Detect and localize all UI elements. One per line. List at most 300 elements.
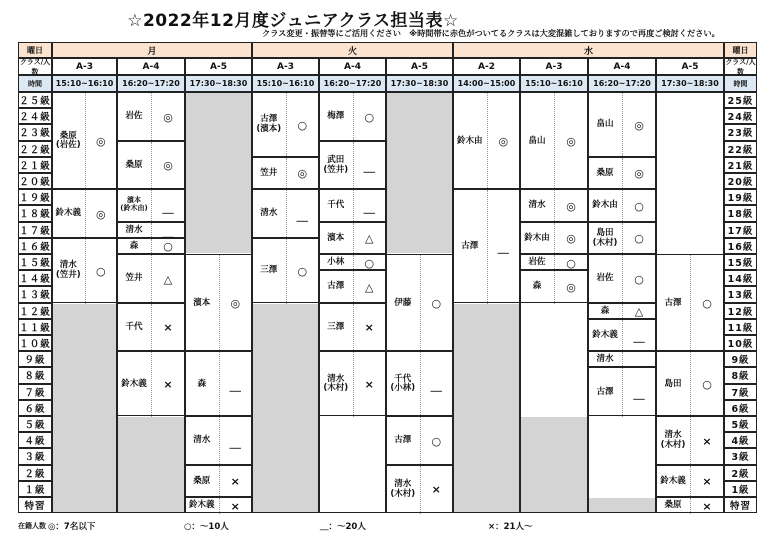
slot-divider — [286, 190, 287, 239]
class-slot[interactable] — [319, 189, 386, 221]
class-slot[interactable] — [386, 416, 453, 465]
class-slot[interactable] — [52, 238, 117, 303]
capacity-mark: ＿ — [633, 331, 645, 345]
slot-divider — [622, 304, 623, 320]
time-slot: 15:10~16:10 — [520, 75, 588, 92]
class-slot[interactable] — [319, 351, 386, 416]
day-header: 月 — [52, 42, 252, 58]
grade-label: １６級 — [18, 238, 52, 254]
class-slot[interactable] — [588, 92, 656, 157]
class-slot[interactable] — [386, 351, 453, 416]
instructor-name: 伊藤 — [394, 297, 412, 308]
instructor-name: 三澤 — [260, 265, 278, 276]
slot-divider — [622, 190, 623, 222]
instructor-name: 岩佐 — [596, 273, 614, 284]
unavailable-block — [118, 417, 184, 512]
slot-divider — [554, 190, 555, 222]
instructor-name: 濱本 — [327, 232, 345, 243]
class-slot[interactable] — [185, 465, 252, 497]
capacity-mark: ○ — [95, 264, 106, 278]
slot-divider — [554, 255, 555, 271]
grade-label-right: 24級 — [724, 108, 757, 124]
instructor-name: 鈴木由 — [592, 200, 618, 211]
grade-label: １９級 — [18, 189, 52, 205]
unavailable-block — [253, 304, 318, 513]
class-slot[interactable] — [656, 254, 724, 351]
grade-label: ２３級 — [18, 124, 52, 140]
time-slot: 16:20~17:20 — [588, 75, 656, 92]
instructor-name: 清水 — [260, 208, 278, 219]
capacity-mark: ◎ — [634, 118, 644, 132]
capacity-mark: ＿ — [430, 380, 442, 394]
capacity-mark: ＿ — [229, 380, 241, 394]
instructor-name: 古澤 — [327, 281, 345, 292]
time-slot: 16:20~17:20 — [319, 75, 386, 92]
grade-label-right: 11級 — [724, 319, 757, 335]
instructor-name: 濱本 (鈴木由) — [120, 196, 148, 213]
grade-label: ８級 — [18, 367, 52, 383]
class-header: A-4 — [117, 58, 185, 75]
notice-text: クラス変更・振替等にご活用ください ※時間帯に赤色がついてるクラスは大変混雑しておりますので再度ご検討ください。 — [262, 28, 720, 38]
time-slot: 17:30~18:30 — [386, 75, 453, 92]
unavailable-block — [521, 417, 587, 512]
class-header: A-3 — [52, 58, 117, 75]
instructor-name: 森 — [197, 378, 206, 389]
slot-divider — [690, 466, 691, 498]
capacity-mark: △ — [365, 232, 374, 246]
instructor-name: 清水 — [596, 354, 614, 365]
instructor-name: 島田 — [664, 378, 682, 389]
class-slot[interactable] — [319, 254, 386, 270]
grade-label-right: 14級 — [724, 270, 757, 286]
time-slot: 17:30~18:30 — [656, 75, 724, 92]
grade-label: ２級 — [18, 465, 52, 481]
grade-label: １４級 — [18, 270, 52, 286]
capacity-mark: × — [702, 499, 712, 513]
grade-label-right: 10級 — [724, 335, 757, 351]
instructor-name: 笠井 — [125, 273, 143, 284]
slot-divider — [219, 498, 220, 514]
class-slot[interactable] — [319, 222, 386, 254]
class-header: A-4 — [319, 58, 386, 75]
class-slot[interactable] — [319, 92, 386, 141]
capacity-mark: △ — [634, 305, 644, 319]
capacity-mark: ○ — [364, 256, 375, 270]
instructor-name: 千代 — [125, 321, 143, 332]
slot-divider — [420, 352, 421, 417]
class-slot[interactable] — [319, 141, 386, 190]
class-slot[interactable] — [656, 497, 724, 513]
class-slot[interactable] — [656, 465, 724, 497]
slot-divider — [353, 190, 354, 222]
grade-label: ７級 — [18, 384, 52, 400]
grade-label: ６級 — [18, 400, 52, 416]
grade-label-right: 22級 — [724, 141, 757, 157]
time-header: 時間 — [18, 75, 52, 92]
slot-divider — [690, 255, 691, 352]
capacity-mark: ○ — [702, 378, 712, 392]
class-slot[interactable] — [588, 303, 656, 319]
legend-item-excellent: ◎：7名以下 — [48, 522, 96, 532]
class-slot[interactable] — [252, 189, 319, 238]
capacity-mark: ＿ — [497, 242, 509, 256]
capacity-mark: × — [230, 499, 240, 513]
grade-label: １１級 — [18, 319, 52, 335]
grade-label-right: 25級 — [724, 92, 757, 108]
slot-divider — [219, 466, 220, 498]
instructor-name: 岩佐 — [528, 257, 546, 268]
slot-divider — [353, 304, 354, 353]
grade-label-right: 2級 — [724, 465, 757, 481]
grade-label-right: 16級 — [724, 238, 757, 254]
legend-item-good: ○：～10人 — [184, 522, 229, 532]
slot-divider — [353, 352, 354, 417]
slot-divider — [353, 93, 354, 142]
instructor-name: 清水 (笠井) — [55, 260, 81, 280]
instructor-name: 鈴木義 — [188, 500, 215, 511]
grade-label: １５級 — [18, 254, 52, 270]
slot-divider — [554, 271, 555, 303]
class-slot[interactable] — [117, 222, 185, 238]
time-slot: 17:30~18:30 — [185, 75, 252, 92]
instructor-name: 濱本 — [193, 297, 211, 308]
capacity-mark: ＿ — [633, 388, 645, 402]
grade-label-right: 23級 — [724, 124, 757, 140]
class-header: A-5 — [386, 58, 453, 75]
slot-divider — [85, 190, 86, 239]
grade-label-right: 特習 — [724, 497, 757, 513]
grade-label: ２１級 — [18, 157, 52, 173]
instructor-name: 桑原 — [193, 475, 211, 486]
class-slot[interactable] — [185, 416, 252, 465]
capacity-mark: ○ — [634, 232, 644, 246]
capacity-mark: ○ — [702, 297, 712, 311]
grade-label-right: 20級 — [724, 173, 757, 189]
slot-divider — [622, 352, 623, 368]
class-header: A-3 — [520, 58, 588, 75]
capacity-mark: × — [702, 434, 712, 448]
capacity-mark: ○ — [566, 256, 576, 270]
class-slot[interactable] — [52, 92, 117, 189]
grade-label-right: 5級 — [724, 416, 757, 432]
class-slot[interactable] — [252, 238, 319, 303]
slot-divider — [286, 158, 287, 190]
unavailable-block — [454, 304, 519, 513]
slot-divider — [151, 93, 152, 142]
time-slot: 14:00~15:00 — [453, 75, 520, 92]
slot-divider — [219, 352, 220, 417]
grade-label: １７級 — [18, 222, 52, 238]
time-header-right: 時間 — [724, 75, 757, 92]
capacity-mark: ◎ — [230, 297, 241, 311]
capacity-mark: ＿ — [162, 226, 174, 240]
slot-divider — [622, 320, 623, 352]
grade-label: 特習 — [18, 497, 52, 513]
slot-divider — [690, 417, 691, 466]
grade-label: １３級 — [18, 286, 52, 302]
grade-label-right: 19級 — [724, 189, 757, 205]
class-slot[interactable] — [117, 92, 185, 141]
page-title: ☆2022年12月度ジュニアクラス担当表☆ — [127, 11, 459, 31]
instructor-name: 森 — [129, 240, 139, 251]
instructor-name: 鈴木義 — [592, 329, 618, 340]
capacity-mark: ◎ — [566, 135, 576, 149]
instructor-name: 鈴木義 — [55, 208, 81, 219]
instructor-name: 森 — [532, 281, 542, 292]
class-ninzu-header-right: クラス/人数 — [725, 57, 756, 76]
class-slot[interactable] — [588, 367, 656, 416]
grade-label-right: 3級 — [724, 448, 757, 464]
instructor-name: 森 — [600, 305, 610, 316]
grade-label-right: 6級 — [724, 400, 757, 416]
slot-divider — [353, 271, 354, 303]
grade-label: ５級 — [18, 416, 52, 432]
slot-divider — [286, 93, 287, 158]
instructor-name: 清水 (木村) — [390, 478, 416, 499]
slot-divider — [622, 223, 623, 255]
class-header: A-2 — [453, 58, 520, 75]
time-slot: 16:20~17:20 — [117, 75, 185, 92]
class-slot[interactable] — [386, 254, 453, 351]
slot-divider — [622, 368, 623, 417]
class-slot[interactable] — [52, 189, 117, 238]
class-slot[interactable] — [453, 92, 520, 189]
capacity-mark: ○ — [297, 264, 308, 278]
instructor-name: 桑原 — [664, 500, 682, 511]
class-slot[interactable] — [520, 222, 588, 254]
class-slot[interactable] — [520, 254, 588, 270]
class-slot[interactable] — [588, 351, 656, 367]
grade-label-right: 9級 — [724, 351, 757, 367]
class-slot[interactable] — [656, 416, 724, 465]
capacity-mark: ＿ — [162, 201, 174, 215]
class-ninzu-header: クラス/人数 — [19, 57, 51, 76]
instructor-name: 笠井 — [260, 167, 278, 178]
instructor-name: 畠山 — [596, 119, 614, 130]
class-slot[interactable] — [520, 270, 588, 302]
instructor-name: 鈴木由 — [456, 135, 483, 146]
grade-label-right: 13級 — [724, 286, 757, 302]
instructor-name: 千代 (小林) — [390, 373, 416, 394]
grade-label: ２０級 — [18, 173, 52, 189]
grade-label: １級 — [18, 481, 52, 497]
grade-label: ２２級 — [18, 141, 52, 157]
instructor-name: 武田 (笠井) — [323, 154, 349, 175]
capacity-mark: ○ — [364, 110, 375, 124]
class-slot[interactable] — [117, 189, 185, 221]
slot-divider — [151, 255, 152, 304]
capacity-mark: ○ — [297, 118, 308, 132]
slot-divider — [622, 158, 623, 190]
grade-label-right: 18級 — [724, 205, 757, 221]
instructor-name: 古澤 — [596, 386, 614, 397]
grade-label-right: 15級 — [724, 254, 757, 270]
capacity-mark: ◎ — [566, 280, 576, 294]
capacity-mark: ＿ — [363, 161, 375, 175]
grade-label: １８級 — [18, 205, 52, 221]
class-slot[interactable] — [185, 351, 252, 416]
grade-label-right: 7級 — [724, 384, 757, 400]
capacity-mark: × — [230, 475, 240, 489]
grade-label: ９級 — [18, 351, 52, 367]
grade-label-right: 8級 — [724, 367, 757, 383]
capacity-mark: × — [431, 483, 441, 497]
capacity-mark: ◎ — [95, 135, 106, 149]
class-slot[interactable] — [588, 189, 656, 221]
class-slot[interactable] — [588, 157, 656, 189]
capacity-mark: × — [163, 378, 173, 392]
capacity-mark: × — [163, 321, 173, 335]
instructor-name: 古澤 — [394, 435, 412, 446]
capacity-mark: × — [702, 475, 712, 489]
legend-label: 在籍人数 — [18, 522, 46, 530]
grade-label: ２５級 — [18, 92, 52, 108]
instructor-name: 鈴木義 — [660, 475, 686, 486]
class-slot[interactable] — [185, 254, 252, 351]
instructor-name: 梅澤 — [327, 111, 345, 122]
class-slot[interactable] — [117, 303, 185, 352]
slot-divider — [420, 466, 421, 515]
capacity-mark: ◎ — [95, 207, 106, 221]
class-header: A-3 — [252, 58, 319, 75]
capacity-mark: ○ — [431, 434, 442, 448]
slot-divider — [151, 304, 152, 353]
slot-divider — [85, 239, 86, 304]
class-slot[interactable] — [252, 157, 319, 189]
capacity-mark: ◎ — [163, 110, 173, 124]
unavailable-block — [53, 304, 116, 513]
capacity-mark: × — [364, 378, 374, 392]
unavailable-block — [589, 498, 655, 512]
day-header: 水 — [453, 42, 724, 58]
unavailable-block — [186, 93, 251, 253]
instructor-name: 古澤 (濱本) — [256, 114, 282, 135]
instructor-name: 岩佐 — [125, 111, 143, 122]
slot-divider — [420, 417, 421, 466]
youbi-header-right: 曜日 — [724, 42, 757, 58]
slot-divider — [151, 190, 152, 222]
class-slot[interactable] — [117, 254, 185, 303]
grade-label: ２４級 — [18, 108, 52, 124]
unavailable-block — [387, 93, 452, 253]
slot-divider — [690, 352, 691, 417]
capacity-mark: ◎ — [566, 199, 576, 213]
class-slot[interactable] — [185, 497, 252, 513]
instructor-name: 三澤 — [327, 321, 345, 332]
instructor-name: 古澤 — [461, 240, 479, 251]
capacity-mark: ＿ — [363, 201, 375, 215]
capacity-mark: ○ — [431, 297, 442, 311]
slot-divider — [85, 93, 86, 190]
class-slot[interactable] — [588, 319, 656, 351]
grade-label-right: 12級 — [724, 303, 757, 319]
grade-label: １０級 — [18, 335, 52, 351]
class-slot[interactable] — [453, 189, 520, 302]
slot-divider — [353, 223, 354, 255]
class-slot[interactable] — [252, 92, 319, 157]
slot-divider — [353, 255, 354, 271]
class-slot[interactable] — [588, 254, 656, 303]
class-header: A-5 — [185, 58, 252, 75]
instructor-name: 古澤 — [664, 297, 682, 308]
capacity-mark: × — [364, 321, 374, 335]
capacity-mark: ◎ — [566, 232, 576, 246]
slot-divider — [219, 255, 220, 352]
instructor-name: 清水 — [528, 200, 546, 211]
instructor-name: 清水 (木村) — [323, 373, 349, 394]
slot-divider — [554, 93, 555, 190]
slot-divider — [487, 190, 488, 303]
instructor-name: 島田 (木村) — [592, 227, 618, 248]
youbi-header: 曜日 — [18, 42, 52, 58]
capacity-mark: ＿ — [229, 436, 241, 450]
slot-divider — [286, 239, 287, 304]
class-slot[interactable] — [117, 141, 185, 190]
instructor-name: 清水 (木村) — [660, 430, 686, 451]
instructor-name: 千代 — [327, 200, 345, 211]
slot-divider — [554, 223, 555, 255]
class-header: A-5 — [656, 58, 724, 75]
capacity-mark: ○ — [163, 240, 173, 254]
class-slot[interactable] — [520, 189, 588, 221]
class-slot[interactable] — [656, 351, 724, 416]
capacity-mark: △ — [365, 280, 374, 294]
grade-label-right: 4級 — [724, 432, 757, 448]
slot-divider — [151, 142, 152, 191]
capacity-mark: ◎ — [163, 159, 173, 173]
instructor-name: 畠山 — [528, 135, 546, 146]
capacity-mark: ◎ — [498, 135, 509, 149]
class-slot[interactable] — [386, 465, 453, 514]
class-slot[interactable] — [117, 238, 185, 254]
capacity-mark: ◎ — [634, 167, 644, 181]
instructor-name: 桑原 — [596, 167, 614, 178]
class-slot[interactable] — [319, 270, 386, 302]
slot-divider — [622, 93, 623, 158]
class-slot[interactable] — [588, 222, 656, 254]
class-header: A-4 — [588, 58, 656, 75]
instructor-name: 桑原 (岩佐) — [55, 130, 81, 151]
legend-item-full: ×：21人～ — [488, 522, 533, 532]
grade-label: ４級 — [18, 432, 52, 448]
capacity-mark: ＿ — [296, 209, 308, 223]
slot-divider — [690, 498, 691, 514]
slot-divider — [151, 239, 152, 255]
instructor-name: 小林 — [327, 257, 345, 268]
capacity-mark: △ — [163, 272, 173, 286]
slot-divider — [487, 93, 488, 190]
slot-divider — [151, 223, 152, 239]
grade-label: ３級 — [18, 448, 52, 464]
slot-divider — [151, 352, 152, 417]
time-slot: 15:10~16:10 — [252, 75, 319, 92]
day-header: 火 — [252, 42, 453, 58]
slot-divider — [219, 417, 220, 466]
capacity-mark: ＿ — [633, 355, 645, 369]
instructor-name: 清水 — [193, 435, 211, 446]
class-slot[interactable] — [319, 303, 386, 352]
class-slot[interactable] — [520, 92, 588, 189]
capacity-mark: ○ — [634, 272, 644, 286]
slot-divider — [353, 142, 354, 191]
class-slot[interactable] — [117, 351, 185, 416]
grade-label-right: 21級 — [724, 157, 757, 173]
instructor-name: 桑原 — [125, 159, 143, 170]
slot-divider — [420, 255, 421, 352]
instructor-name: 鈴木由 — [524, 232, 550, 243]
legend-item-fair: ＿：～20人 — [320, 522, 366, 532]
capacity-mark: ○ — [634, 199, 644, 213]
